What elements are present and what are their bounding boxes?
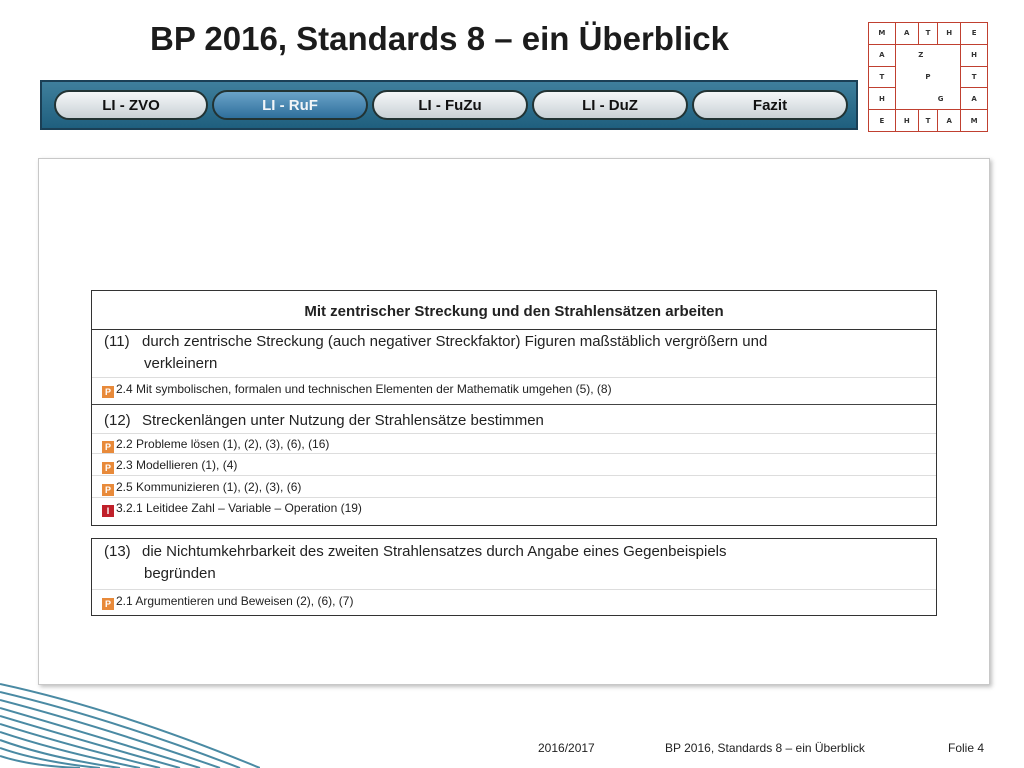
logo-cell: H — [895, 110, 918, 132]
process-badge-icon: P — [102, 441, 114, 453]
divider — [92, 475, 936, 476]
nav-bar — [40, 80, 858, 130]
standards-table-1 — [91, 290, 937, 526]
logo-cell — [918, 88, 937, 110]
logo-cell: P — [925, 72, 931, 81]
standard-text: die Nichtumkehrbarkeit des zweiten Strahlensatzes durch Angabe eines Gegenbeispiels — [142, 543, 727, 560]
logo-cell: E — [961, 23, 988, 45]
competence-item — [102, 500, 362, 516]
page-title: BP 2016, Standards 8 – ein Überblick — [150, 20, 729, 57]
nav-button-ruf[interactable]: LI - RuF — [212, 90, 368, 120]
standard-text-cont: begründen — [144, 565, 216, 582]
decorative-stripes — [0, 680, 260, 768]
divider — [92, 433, 936, 434]
logo-cell: A — [961, 88, 988, 110]
logo-cell: A — [869, 44, 896, 66]
competence-item — [102, 593, 353, 609]
logo-cell: T — [961, 66, 988, 88]
logo-cell: A — [895, 23, 918, 45]
competence-item — [102, 457, 237, 473]
divider — [92, 589, 936, 590]
logo-cell: H — [869, 88, 896, 110]
nav-button-duz[interactable]: LI - DuZ — [532, 90, 688, 120]
competence-text: 3.2.1 Leitidee Zahl – Variable – Operation (19) — [116, 501, 362, 515]
table-header: Mit zentrischer Streckung und den Strahlensätzen arbeiten — [92, 291, 936, 330]
standard-text-cont: verkleinern — [144, 355, 218, 372]
footer-date: 2016/2017 — [538, 741, 595, 755]
standard-text: Streckenlängen unter Nutzung der Strahlensätze bestimmen — [142, 412, 544, 429]
standard-number: (12) — [104, 412, 131, 429]
standard-12 — [104, 410, 928, 432]
logo-cell: E — [869, 110, 896, 132]
process-badge-icon: P — [102, 462, 114, 474]
competence-text: 2.5 Kommunizieren (1), (2), (3), (6) — [116, 480, 302, 494]
competence-item — [102, 436, 329, 452]
logo-cell: H — [938, 23, 961, 45]
standard-11 — [104, 331, 928, 375]
standard-text: durch zentrische Streckung (auch negativer Streckfaktor) Figuren maßstäblich vergrößern und — [142, 333, 768, 350]
logo-cell — [938, 44, 961, 66]
nav-button-fazit[interactable]: Fazit — [692, 90, 848, 120]
logo-cell: T — [869, 66, 896, 88]
content-badge-icon: I — [102, 505, 114, 517]
logo-cell: H — [961, 44, 988, 66]
logo-cell — [895, 88, 918, 110]
footer-title: BP 2016, Standards 8 – ein Überblick — [665, 741, 865, 755]
competence-text: 2.1 Argumentieren und Beweisen (2), (6), (7) — [116, 594, 354, 608]
nav-button-fuzu[interactable]: LI - FuZu — [372, 90, 528, 120]
competence-item — [102, 381, 612, 397]
logo-cell — [895, 44, 918, 66]
logo-cell: G — [937, 94, 944, 103]
competence-text: 2.2 Probleme lösen (1), (2), (3), (6), (16) — [116, 437, 330, 451]
logo-cell: A — [938, 110, 961, 132]
logo-cell: T — [918, 110, 937, 132]
logo-grid — [868, 22, 988, 132]
competence-item — [102, 479, 301, 495]
process-badge-icon: P — [102, 598, 114, 610]
divider — [92, 377, 936, 378]
standard-13 — [104, 541, 928, 585]
standard-number: (11) — [104, 333, 130, 350]
logo-cell — [938, 66, 961, 88]
process-badge-icon: P — [102, 484, 114, 496]
logo-cell: M — [869, 23, 896, 45]
logo-cell: T — [918, 23, 937, 45]
divider — [92, 453, 936, 454]
competence-text: 2.3 Modellieren (1), (4) — [116, 458, 238, 472]
standards-table-2 — [91, 538, 937, 616]
divider — [92, 404, 936, 405]
competence-text: 2.4 Mit symbolischen, formalen und technischen Elementen der Mathematik umgehen (5), (8) — [116, 382, 612, 396]
standard-number: (13) — [104, 543, 131, 560]
math-logo — [868, 22, 988, 132]
footer-slide-number: Folie 4 — [948, 741, 985, 755]
logo-cell: Z — [918, 51, 924, 60]
nav-button-zvo[interactable]: LI - ZVO — [54, 90, 208, 120]
divider — [92, 497, 936, 498]
logo-cell: M — [961, 110, 988, 132]
process-badge-icon: P — [102, 386, 114, 398]
logo-cell — [895, 66, 918, 88]
